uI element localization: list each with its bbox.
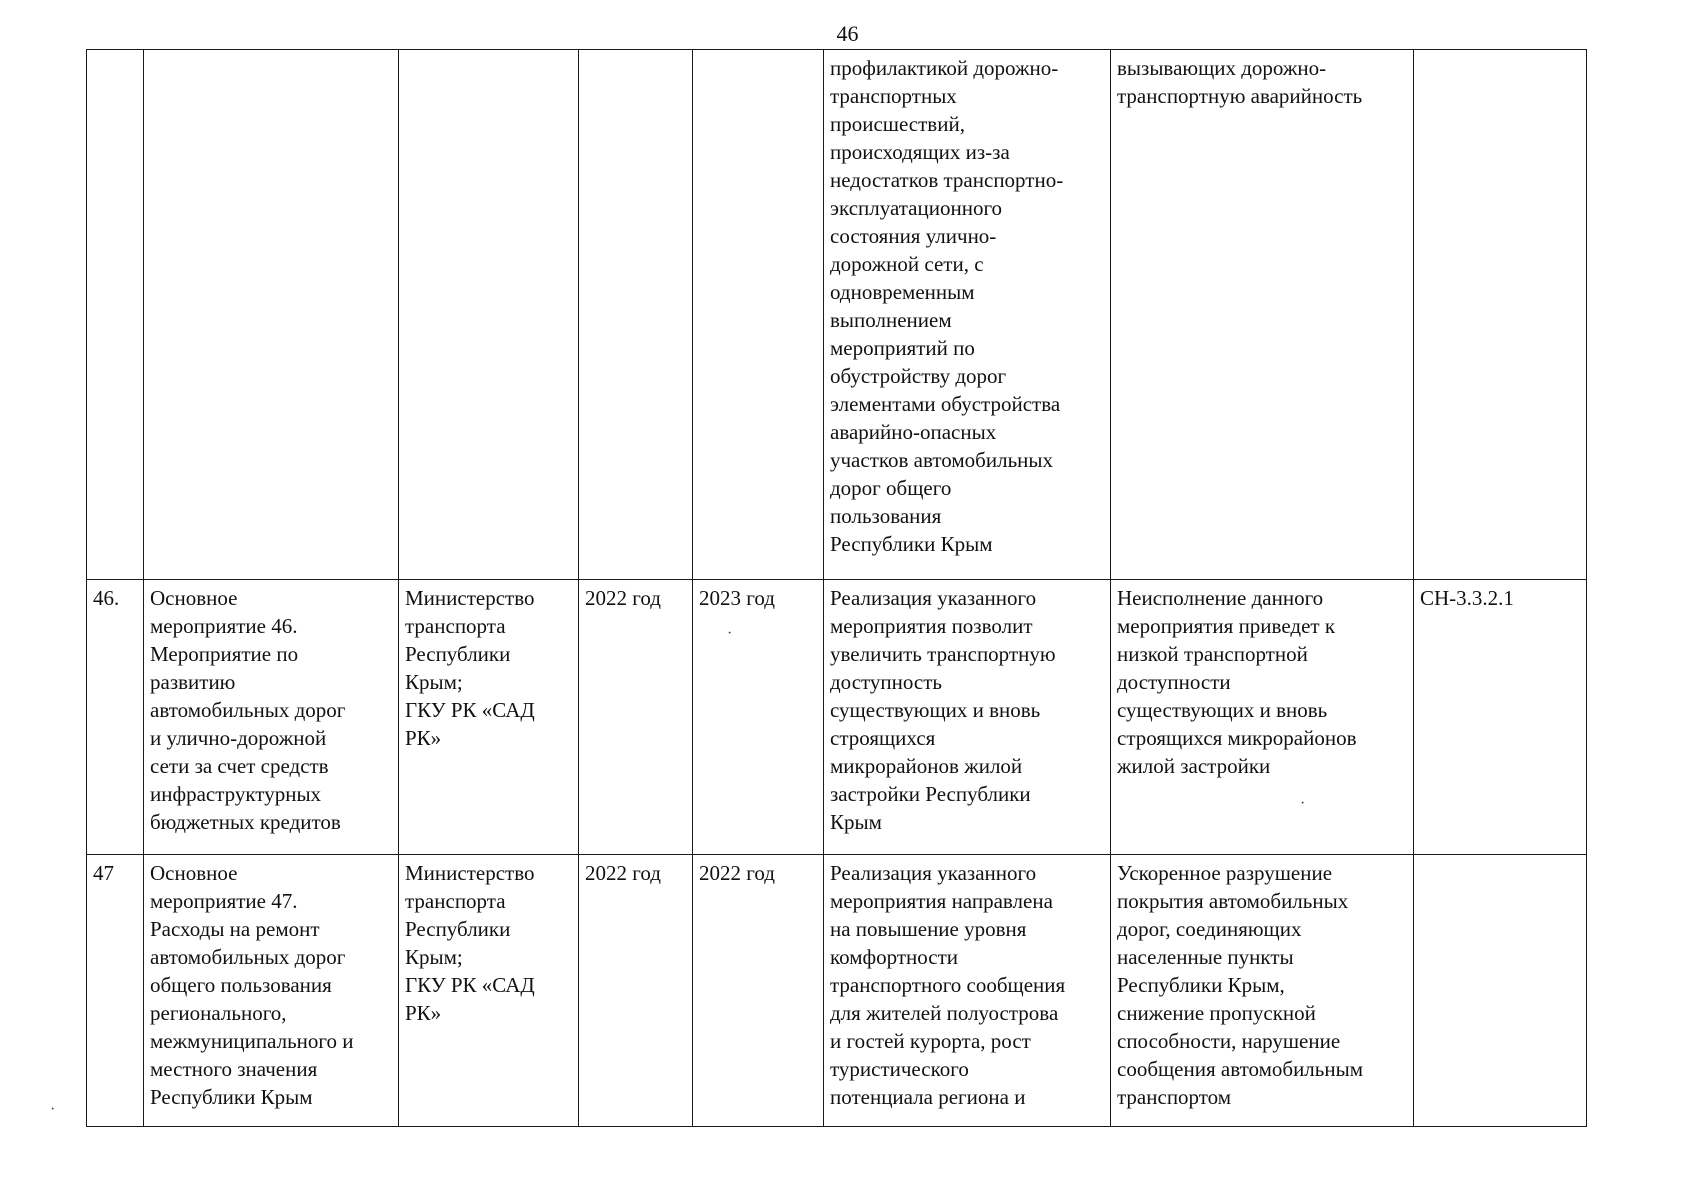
scan-speck: ·: [1300, 795, 1306, 812]
cell-start-year: 2022 год: [579, 855, 693, 1127]
cell-indicator: [1414, 855, 1587, 1127]
cell-responsible: [399, 50, 579, 580]
cell-measure-name: Основное мероприятие 46. Мероприятие по развитию автомобильных дорог и улично-дорожной сети за счет средств инфраструктурных бюджетных кредитов: [144, 580, 399, 855]
cell-number: 47: [87, 855, 144, 1127]
table-row-46: [87, 580, 1587, 855]
table-row-continuation: [87, 50, 1587, 580]
cell-consequences: Неисполнение данного мероприятия приведет к низкой транспортной доступности существующих и вновь строящихся микрорайонов жилой застройки: [1111, 580, 1414, 855]
cell-end-year: 2022 год: [693, 855, 824, 1127]
page-number: 46: [836, 21, 859, 46]
cell-indicator: СН-3.3.2.1: [1414, 580, 1587, 855]
cell-start-year: 2022 год: [579, 580, 693, 855]
cell-measure-name: Основное мероприятие 47. Расходы на ремонт автомобильных дорог общего пользования регионального, межмуниципального и местного значения Республики Крым: [144, 855, 399, 1127]
cell-expected-result: Реализация указанного мероприятия направлена на повышение уровня комфортности транспортного сообщения для жителей полуострова и гостей курорта, рост туристического потенциала региона и: [824, 855, 1111, 1127]
measures-table: [86, 49, 1587, 1127]
cell-expected-result: Реализация указанного мероприятия позволит увеличить транспортную доступность существующих и вновь строящихся микрорайонов жилой застройки Республики Крым: [824, 580, 1111, 855]
cell-consequences: вызывающих дорожно- транспортную аварийность: [1111, 50, 1414, 580]
cell-responsible: Министерство транспорта Республики Крым; ГКУ РК «САД РК»: [399, 855, 579, 1127]
cell-expected-result: профилактикой дорожно- транспортных происшествий, происходящих из-за недостатков транспортно- эксплуатационного состояния улично- дорожной сети, с одновременным выполнением мероприятий по обустройству дорог элементами обустройства аварийно-опасных участков автомобильных дорог общего пользования Республики Крым: [824, 50, 1111, 580]
cell-end-year: 2023 год: [693, 580, 824, 855]
cell-number: [87, 50, 144, 580]
cell-indicator: [1414, 50, 1587, 580]
cell-responsible: Министерство транспорта Республики Крым; ГКУ РК «САД РК»: [399, 580, 579, 855]
table-row-47: [87, 855, 1587, 1127]
cell-end-year: [693, 50, 824, 580]
cell-number: 46.: [87, 580, 144, 855]
scan-speck: ·: [727, 625, 733, 642]
cell-start-year: [579, 50, 693, 580]
cell-measure-name: [144, 50, 399, 580]
scan-speck: ·: [50, 1101, 56, 1118]
cell-consequences: Ускоренное разрушение покрытия автомобильных дорог, соединяющих населенные пункты Республики Крым, снижение пропускной способности, нарушение сообщения автомобильным транспортом: [1111, 855, 1414, 1127]
